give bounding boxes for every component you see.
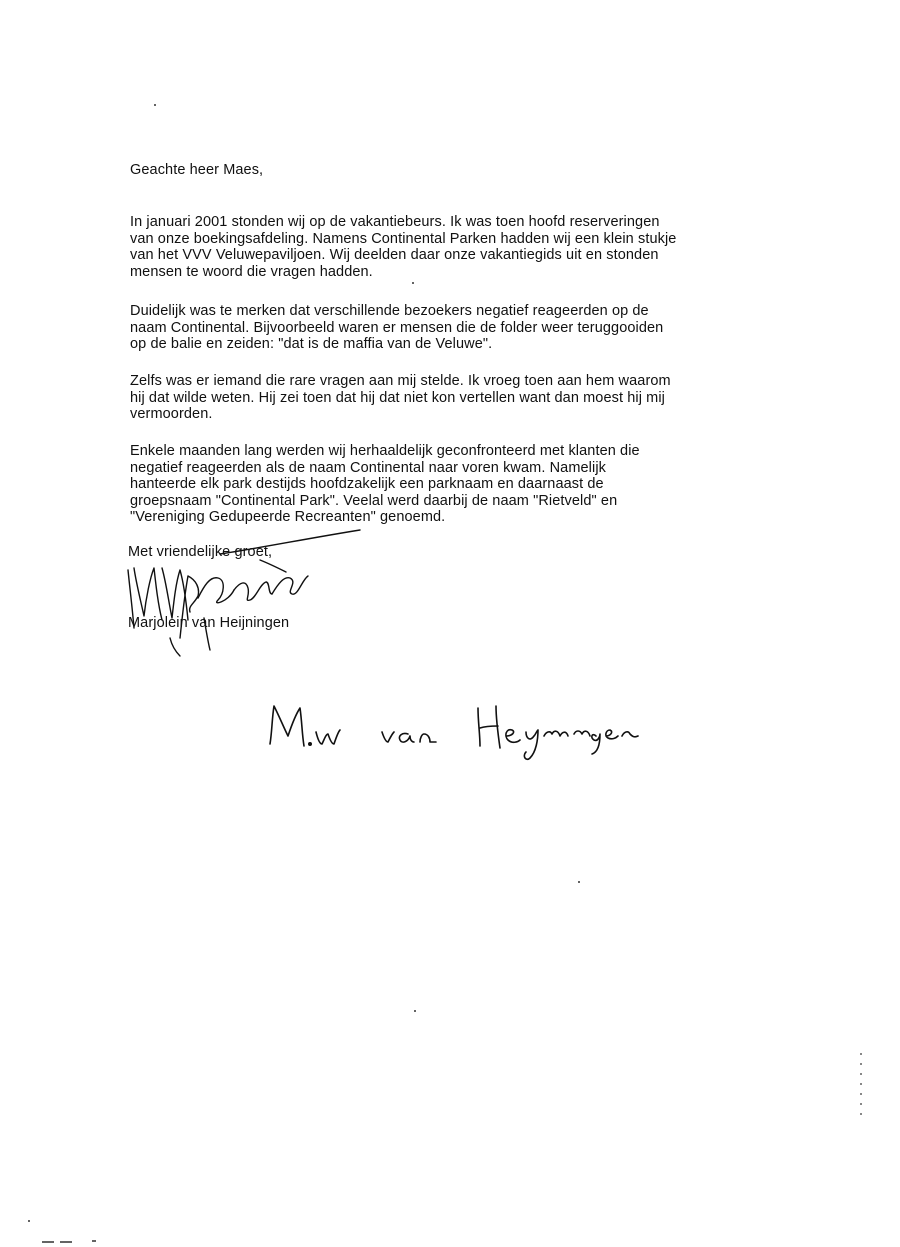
paragraph-line: van onze boekingsafdeling. Namens Continental Parken hadden wij een klein stukje: [130, 230, 677, 247]
scan-speck: [578, 881, 580, 883]
paragraph-line: hanteerde elk park destijds hoofdzakelijk een parknaam en daarnaast de: [130, 476, 604, 492]
paragraph-line: Enkele maanden lang werden wij herhaaldelijk geconfronteerd met klanten die: [130, 443, 640, 459]
paragraph-line: vermoorden.: [130, 406, 213, 422]
scan-speck: [412, 282, 414, 284]
paragraph-line: In januari 2001 stonden wij op de vakantiebeurs. Ik was toen hoofd reserveringen: [130, 214, 660, 230]
paragraph-3: [130, 373, 730, 423]
scan-speck: [414, 1010, 416, 1012]
paragraph-line: van het VVV Veluwepaviljoen. Wij deelden daar onze vakantiegids uit en stonden: [130, 247, 659, 263]
paragraph-4: [130, 443, 730, 526]
paragraph-line: Duidelijk was te merken dat verschillende bezoekers negatief reageerden op de: [130, 303, 649, 319]
salutation-text: Geachte heer Maes,: [130, 162, 264, 178]
paragraph-line: Zelfs was er iemand die rare vragen aan mij stelde. Ik vroeg toen aan hem waarom: [130, 373, 671, 389]
paragraph-2: [130, 303, 730, 353]
scan-speck: [154, 104, 156, 106]
salutation: [130, 162, 730, 179]
paragraph-line: naam Continental. Bijvoorbeeld waren er mensen die de folder weer teruggooiden: [130, 319, 664, 336]
paragraph-line: mensen te woord die vragen hadden.: [130, 263, 373, 280]
paragraph-line: hij dat wilde weten. Hij zei toen dat hij dat niet kon vertellen want dan moest hij mij: [130, 389, 666, 406]
handwritten-name: [260, 696, 660, 766]
closing-text: Met vriendelijke groet,: [128, 544, 273, 560]
paragraph-line: negatief reageerden als de naam Continental naar voren kwam. Namelijk: [130, 459, 606, 476]
signatory-name: Marjolein van Heijningen: [128, 615, 290, 631]
paragraph-1: [130, 214, 730, 280]
paragraph-line: "Vereniging Gedupeerde Recreanten" genoemd.: [130, 509, 446, 525]
margin-dots: [856, 1050, 866, 1120]
paragraph-line: op de balie en zeiden: "dat is de maffia van de Veluwe".: [130, 336, 493, 352]
paragraph-line: groepsnaam "Continental Park". Veelal werd daarbij de naam "Rietveld" en: [130, 492, 618, 509]
bottom-edge-marks: [40, 1238, 110, 1244]
signature-scribble: [110, 520, 370, 660]
scan-speck: [28, 1220, 30, 1222]
